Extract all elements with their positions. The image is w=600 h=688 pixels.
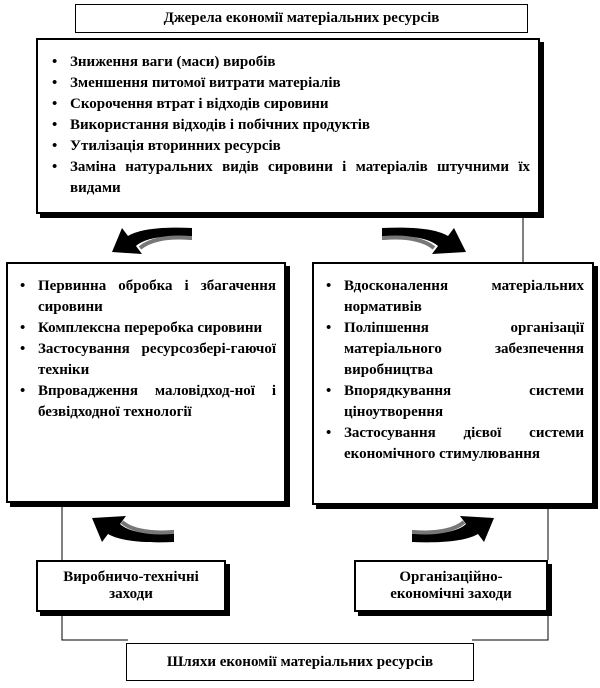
list-item: • Зниження ваги (маси) виробів: [46, 52, 530, 73]
list-item: • Комплексна переробка сировини: [14, 318, 276, 339]
bottom-title-box: [126, 643, 474, 681]
curved-arrow-right-icon: [378, 224, 470, 260]
list-item: • Поліпшення організації матеріального забезпечення виробництва: [320, 318, 584, 381]
list-item: • Застосування ресурсозбері-гаючої техніки: [14, 339, 276, 381]
list-item: • Заміна натуральних видів сировини і матеріалів штучними їх видами: [46, 157, 530, 199]
top-title: Джерела економії матеріальних ресурсів: [163, 10, 440, 26]
sources-box: [36, 38, 540, 214]
list-item: • Первинна обробка і збагачення сировини: [14, 276, 276, 318]
list-item: • Зменшення питомої витрати матеріалів: [46, 73, 530, 94]
technical-label-box: [36, 560, 226, 612]
technical-measures-list: [14, 276, 276, 423]
curved-arrow-up-right-icon: [408, 510, 500, 546]
organizational-label-box: [354, 560, 548, 612]
curved-arrow-up-left-icon: [88, 510, 180, 546]
list-item: • Впорядкування системи ціноутворення: [320, 381, 584, 423]
top-title-box: [75, 4, 528, 33]
sources-list: [46, 52, 530, 199]
organizational-measures-list: [320, 276, 584, 465]
organizational-measures-box: [312, 262, 594, 505]
connector-line: [472, 612, 548, 640]
curved-arrow-left-icon: [108, 224, 198, 260]
list-item: • Впровадження маловідход-ної і безвідходної технології: [14, 381, 276, 423]
technical-measures-box: [6, 262, 286, 503]
organizational-label: Організаційно-економічні заходи: [390, 569, 512, 602]
bottom-title: Шляхи економії матеріальних ресурсів: [166, 653, 434, 670]
list-item: • Використання відходів і побічних продуктів: [46, 115, 530, 136]
list-item: • Застосування дієвої системи економічного стимулювання: [320, 423, 584, 465]
list-item: • Скорочення втрат і відходів сировини: [46, 94, 530, 115]
list-item: • Вдосконалення матеріальних нормативів: [320, 276, 584, 318]
list-item: • Утилізація вторинних ресурсів: [46, 136, 530, 157]
connector-line: [62, 612, 128, 640]
technical-label: Виробничо-технічні заходи: [63, 569, 199, 602]
